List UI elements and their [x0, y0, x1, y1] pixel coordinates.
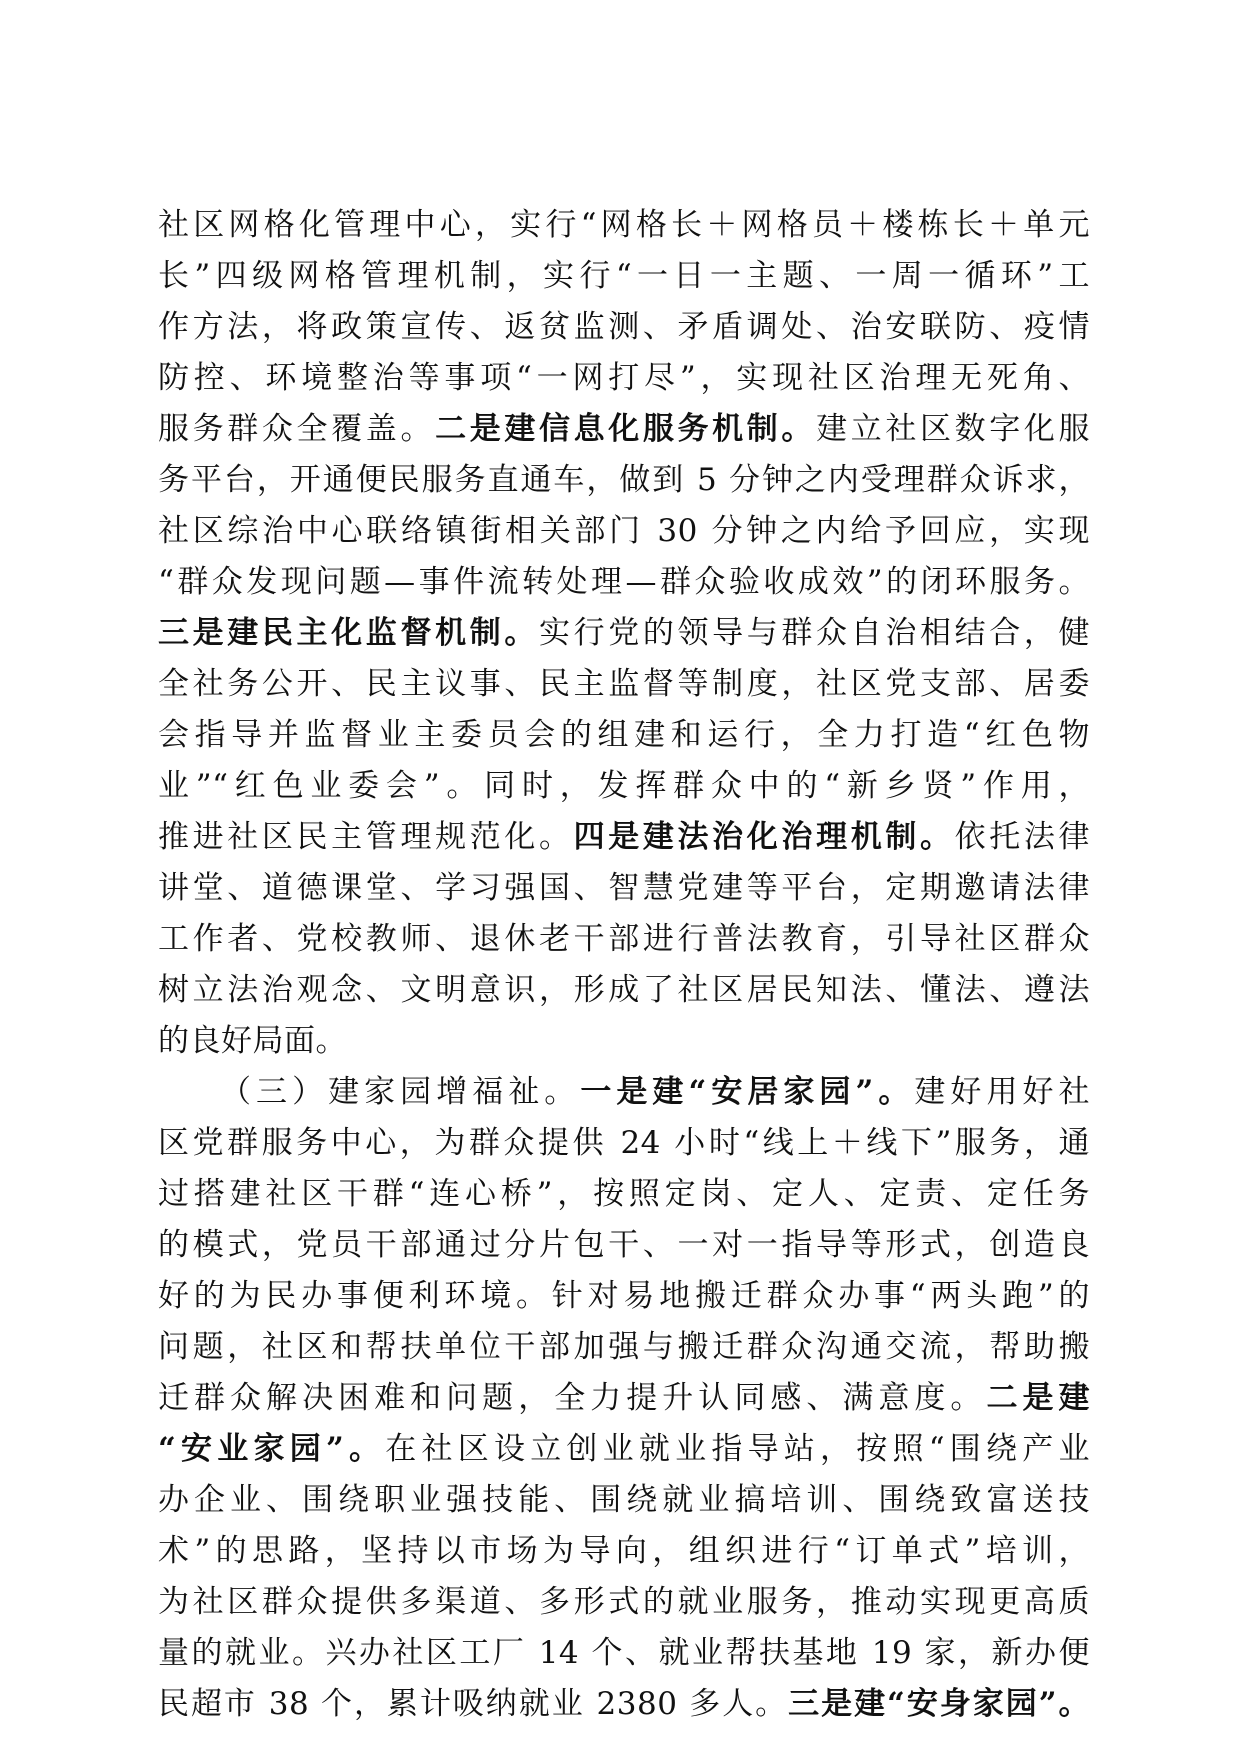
section-heading: （三）建家园增福祉。	[220, 1074, 581, 1110]
bold-heading: 四是建法治化治理机制。	[573, 819, 955, 855]
text-line: 服务群众全覆盖。二是建信息化服务机制。建立社区数字化服	[158, 411, 1091, 447]
text-line: 会指导并监督业主委员会的组建和运行，全力打造“红色物	[158, 717, 1090, 753]
bold-heading: 三是建“安身家园”。	[788, 1686, 1090, 1722]
text-line: “群众发现问题—事件流转处理—群众验收成效”的闭环服务。	[158, 564, 1090, 600]
bold-heading: 一是建“安居家园”。	[580, 1074, 915, 1110]
bold-heading: 二是建	[986, 1380, 1091, 1416]
text-line: 问题，社区和帮扶单位干部加强与搬迁群众沟通交流，帮助搬	[158, 1329, 1090, 1365]
text-line: 树立法治观念、文明意识，形成了社区居民知法、懂法、遵法	[158, 972, 1090, 1008]
text-line: 迁群众解决困难和问题，全力提升认同感、满意度。二是建	[158, 1380, 1091, 1416]
text-line: 的良好局面。	[158, 1023, 347, 1059]
text-line: 长”四级网格管理机制，实行“一日一主题、一周一循环”工	[158, 258, 1090, 294]
text-line: 办企业、围绕职业强技能、围绕就业搞培训、围绕致富送技	[158, 1482, 1090, 1518]
text-line: 推进社区民主管理规范化。四是建法治化治理机制。依托法律	[158, 819, 1091, 855]
text-line: 社区网格化管理中心，实行“网格长＋网格员＋楼栋长＋单元	[158, 207, 1090, 243]
text-line: 民超市 38 个，累计吸纳就业 2380 多人。三是建“安身家园”。	[158, 1686, 1090, 1722]
text-line: 全社务公开、民主议事、民主监督等制度，社区党支部、居委	[158, 666, 1090, 702]
text-line: 业”“红色业委会”。同时，发挥群众中的“新乡贤”作用，	[158, 768, 1090, 804]
text-line: “安业家园”。在社区设立创业就业指导站，按照“围绕产业	[158, 1431, 1090, 1467]
text-line: 为社区群众提供多渠道、多形式的就业服务，推动实现更高质	[158, 1584, 1090, 1620]
text-line: 量的就业。兴办社区工厂 14 个、就业帮扶基地 19 家，新办便	[158, 1635, 1090, 1671]
text-line: 好的为民办事便利环境。针对易地搬迁群众办事“两头跑”的	[158, 1278, 1090, 1314]
text-line: 区党群服务中心，为群众提供 24 小时“线上＋线下”服务，通	[158, 1125, 1090, 1161]
text-line: 三是建民主化监督机制。实行党的领导与群众自治相结合，健	[158, 615, 1091, 651]
text-line: 过搭建社区干群“连心桥”，按照定岗、定人、定责、定任务	[158, 1176, 1090, 1212]
text-line: 的模式，党员干部通过分片包干、一对一指导等形式，创造良	[158, 1227, 1090, 1263]
text-line: 务平台，开通便民服务直通车，做到 5 分钟之内受理群众诉求，	[158, 462, 1090, 498]
bold-heading: 三是建民主化监督机制。	[158, 615, 539, 651]
bold-heading: “安业家园”。	[158, 1431, 386, 1467]
text-line: （三）建家园增福祉。一是建“安居家园”。建好用好社	[220, 1074, 1091, 1110]
text-line: 讲堂、道德课堂、学习强国、智慧党建等平台，定期邀请法律	[158, 870, 1090, 906]
text-line: 作方法，将政策宣传、返贫监测、矛盾调处、治安联防、疫情	[158, 309, 1090, 345]
text-line: 术”的思路，坚持以市场为导向，组织进行“订单式”培训，	[158, 1533, 1090, 1569]
bold-heading: 二是建信息化服务机制。	[435, 411, 817, 447]
text-line: 工作者、党校教师、退休老干部进行普法教育，引导社区群众	[158, 921, 1090, 957]
body-text	[158, 200, 1090, 1730]
text-line: 社区综治中心联络镇街相关部门 30 分钟之内给予回应，实现	[158, 513, 1090, 549]
text-line: 防控、环境整治等事项“一网打尽”，实现社区治理无死角、	[158, 360, 1090, 396]
